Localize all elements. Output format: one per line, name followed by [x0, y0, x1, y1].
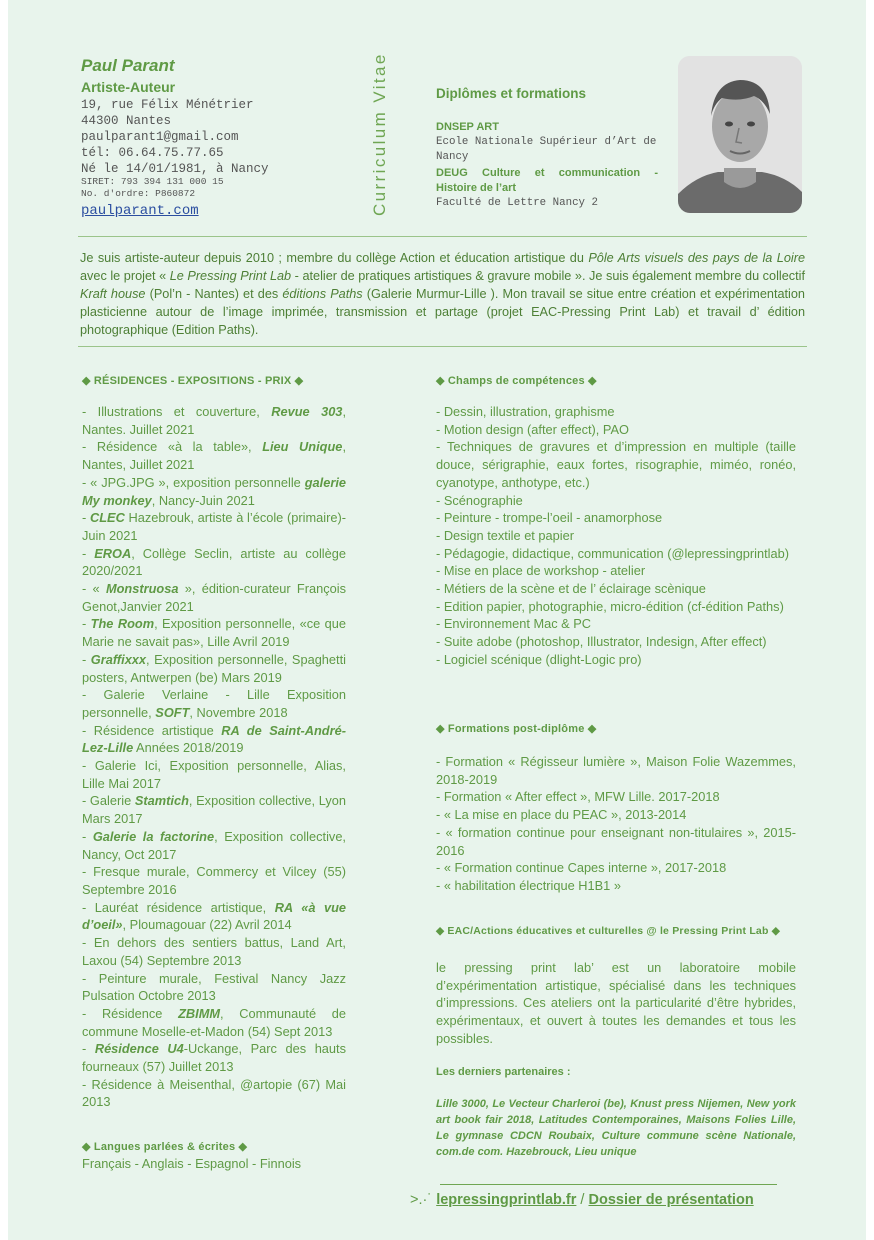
list-item: - Galerie la factorine, Exposition collective, Nancy, Oct 2017: [82, 828, 346, 862]
list-item: - CLEC Hazebrouk, artiste à l’école (primaire)-Juin 2021: [82, 510, 346, 543]
list-item: - « habilitation électrique H1B1 »: [436, 877, 621, 893]
list-item: - Suite adobe (photoshop, Illustrator, Indesign, After effect): [436, 634, 767, 650]
intro-italic-2: Le Pressing Print Lab: [169, 269, 292, 283]
dnsep-title: DNSEP ART: [436, 121, 499, 133]
list-item: - Résidence «à la table», Lieu Unique, Nantes, Juillet 2021: [82, 439, 346, 473]
eac-description: le pressing print lab’ est un laboratoire mobile d’expérimentation artistique, spécialisé dans les techniques d’impressions. Ces ateliers ont la particularité d’être hybrides, expérimentaux, et ouvert à toutes les demandes et tous les possibles.: [436, 960, 796, 1046]
list-item: - Peinture murale, Festival Nancy Jazz Pulsation Octobre 2013: [82, 970, 346, 1004]
list-item: - « La mise en place du PEAC », 2013-2014: [436, 807, 687, 823]
dnsep-school: Ecole Nationale Supérieur d’Art de Nancy: [436, 136, 657, 164]
intro-text-2: avec le projet «: [80, 269, 170, 283]
intro-text-3: - atelier de pratiques artistiques & gravure mobile ». Je suis également membre du collectif: [291, 269, 805, 283]
residences-list: [82, 403, 346, 1111]
header-divider: [78, 236, 807, 237]
list-item: - Résidence U4-Uckange, Parc des hauts fourneaux (57) Juillet 2013: [82, 1041, 346, 1075]
intro-text-5: (Galerie Murmur-Lille ). Mon travail se situe entre création et expérimentation plasticienne autour de l’image imprimée, transmission et partage (projet EAC-Pressing Print Lab) et travail d’ édition photographique (Edition Paths).: [80, 287, 805, 337]
list-item: - Illustrations et couverture, Revue 303, Nantes. Juillet 2021: [82, 404, 346, 437]
list-item: - « formation continue pour enseignant non-titulaires », 2015-2016: [436, 824, 796, 858]
diplomas-title: Diplômes et formations: [436, 86, 587, 101]
intro-paragraph: [80, 249, 805, 339]
deug-title-line-1: DEUG Culture et communication -: [436, 166, 658, 179]
email-text: paulparant1@gmail.com: [81, 130, 239, 144]
presentation-file-link[interactable]: Dossier de présentation: [588, 1192, 754, 1208]
partners-title: Les derniers partenaires :: [436, 1066, 571, 1078]
footer-arrow-icon: >.·˙: [410, 1192, 433, 1208]
cv-page: [8, 0, 866, 1240]
list-item: - Design textile et papier: [436, 527, 574, 543]
list-item: - EROA, Collège Seclin, artiste au collège 2020/2021: [82, 545, 346, 579]
footer-links: [410, 1192, 754, 1208]
list-item: - Edition papier, photographie, micro-édition (cf-édition Paths): [436, 598, 784, 614]
order-number-text: No. d'ordre: P860872: [81, 188, 196, 199]
phone-text: tél: 06.64.75.77.65: [81, 146, 224, 160]
pressing-print-lab-link[interactable]: lepressingprintlab.fr: [436, 1192, 577, 1208]
admin-info: [81, 176, 224, 200]
skills-title: ◆ Champs de compétences ◆: [436, 375, 597, 387]
list-item: - Motion design (after effect), PAO: [436, 421, 629, 437]
siret-text: SIRET: 793 394 131 000 15: [81, 176, 224, 187]
footer-separator: /: [576, 1192, 589, 1208]
list-item: - Formation « After effect », MFW Lille. 2017-2018: [436, 789, 720, 805]
list-item: - Pédagogie, didactique, communication (@lepressingprintlab): [436, 545, 790, 561]
intro-italic-4: éditions Paths: [282, 287, 363, 301]
list-item: - Peinture - trompe-l’oeil - anamorphose: [436, 510, 663, 526]
list-item: - Résidence à Meisenthal, @artopie (67) Mai 2013: [82, 1076, 346, 1110]
list-item: - Techniques de gravures et d’impression en multiple (taille douce, sérigraphie, eaux fortes, risographie, miméo, ronéo, cyanotype, anthotype, etc.): [436, 439, 796, 490]
address-line-1: 19, rue Félix Ménétrier: [81, 98, 254, 112]
languages-title: ◆ Langues parlées & écrites ◆: [82, 1141, 248, 1153]
list-item: - Lauréat résidence artistique, RA «à vue d’oeil», Ploumagouar (22) Avril 2014: [82, 899, 347, 933]
intro-text-4: (Pol’n - Nantes) et des: [145, 287, 283, 301]
deug-school: Faculté de Lettre Nancy 2: [436, 197, 598, 210]
intro-divider: [78, 346, 807, 347]
languages-list: Français - Anglais - Espagnol - Finnois: [82, 1156, 302, 1171]
footer-divider: [440, 1184, 777, 1185]
contact-block: [81, 97, 269, 177]
list-item: - Environnement Mac & PC: [436, 616, 592, 632]
address-line-2: 44300 Nantes: [81, 114, 172, 128]
list-item: - « Formation continue Capes interne », 2017-2018: [436, 860, 727, 876]
list-item: - Métiers de la scène et de l’ éclairage scènique: [436, 581, 706, 597]
list-item: - Galerie Verlaine - Lille Exposition personnelle, SOFT, Novembre 2018: [82, 687, 346, 720]
list-item: - Résidence ZBIMM, Communauté de commune Moselle-et-Madon (54) Sept 2013: [82, 1005, 346, 1039]
eac-title: ◆ EAC/Actions éducatives et culturelles @ le Pressing Print Lab ◆: [436, 925, 780, 937]
list-item: - Scénographie: [436, 492, 523, 508]
portrait-illustration: [678, 56, 802, 213]
list-item: - Mise en place de workshop - atelier: [436, 563, 646, 579]
list-item: - Résidence artistique RA de Saint-André-Lez-Lille Années 2018/2019: [82, 722, 346, 756]
person-role: Artiste-Auteur: [81, 79, 176, 95]
list-item: - The Room, Exposition personnelle, «ce que Marie ne savait pas», Lille Avril 2019: [82, 616, 346, 650]
list-item: - Galerie Ici, Exposition personnelle, Alias, Lille Mai 2017: [82, 758, 346, 791]
training-title: ◆ Formations post-diplôme ◆: [436, 723, 597, 735]
list-item: - Galerie Stamtich, Exposition collective, Lyon Mars 2017: [82, 793, 347, 827]
list-item: - Formation « Régisseur lumière », Maison Folie Wazemmes, 2018-2019: [436, 754, 796, 787]
list-item: - « JPG.JPG », exposition personnelle galerie My monkey, Nancy-Juin 2021: [82, 474, 346, 508]
list-item: - Fresque murale, Commercy et Vilcey (55) Septembre 2016: [82, 864, 346, 897]
intro-text-1: Je suis artiste-auteur depuis 2010 ; membre du collège Action et éducation artistique du: [80, 251, 589, 265]
skills-list: [436, 403, 796, 669]
birth-text: Né le 14/01/1981, à Nancy: [81, 162, 269, 176]
portrait-photo: [678, 56, 802, 213]
list-item: - Logiciel scénique (dlight-Logic pro): [436, 651, 642, 667]
curriculum-vitae-label: Curriculum Vitae: [370, 52, 389, 216]
deug-title-line-2: Histoire de l’art: [436, 181, 517, 194]
intro-italic-1: Pôle Arts visuels des pays de la Loire: [588, 251, 805, 265]
list-item: - « Monstruosa », édition-curateur François Genot,Janvier 2021: [82, 581, 346, 614]
list-item: - Dessin, illustration, graphisme: [436, 404, 615, 419]
website-link[interactable]: paulparant.com: [81, 203, 199, 219]
residences-title: ◆ RÉSIDENCES - EXPOSITIONS - PRIX ◆: [82, 375, 304, 387]
training-list: [436, 753, 796, 895]
diplomas-list: [436, 120, 658, 211]
list-item: - Graffixxx, Exposition personnelle, Spaghetti posters, Antwerpen (be) Mars 2019: [82, 651, 346, 685]
partners-list: Lille 3000, Le Vecteur Charleroi (be), Knust press Nijemen, New york art book fair 2018, Latitudes Contemporaines, Maisons Folies Lille, Le gymnase CDCN Roubaix, Culture commune scène Nationale, com.de com. Hazebrouck, Lieu unique: [436, 1098, 796, 1158]
person-name: Paul Parant: [81, 56, 175, 75]
list-item: - En dehors des sentiers battus, Land Art, Laxou (54) Septembre 2013: [82, 935, 346, 968]
intro-italic-3: Kraft house: [80, 287, 146, 301]
